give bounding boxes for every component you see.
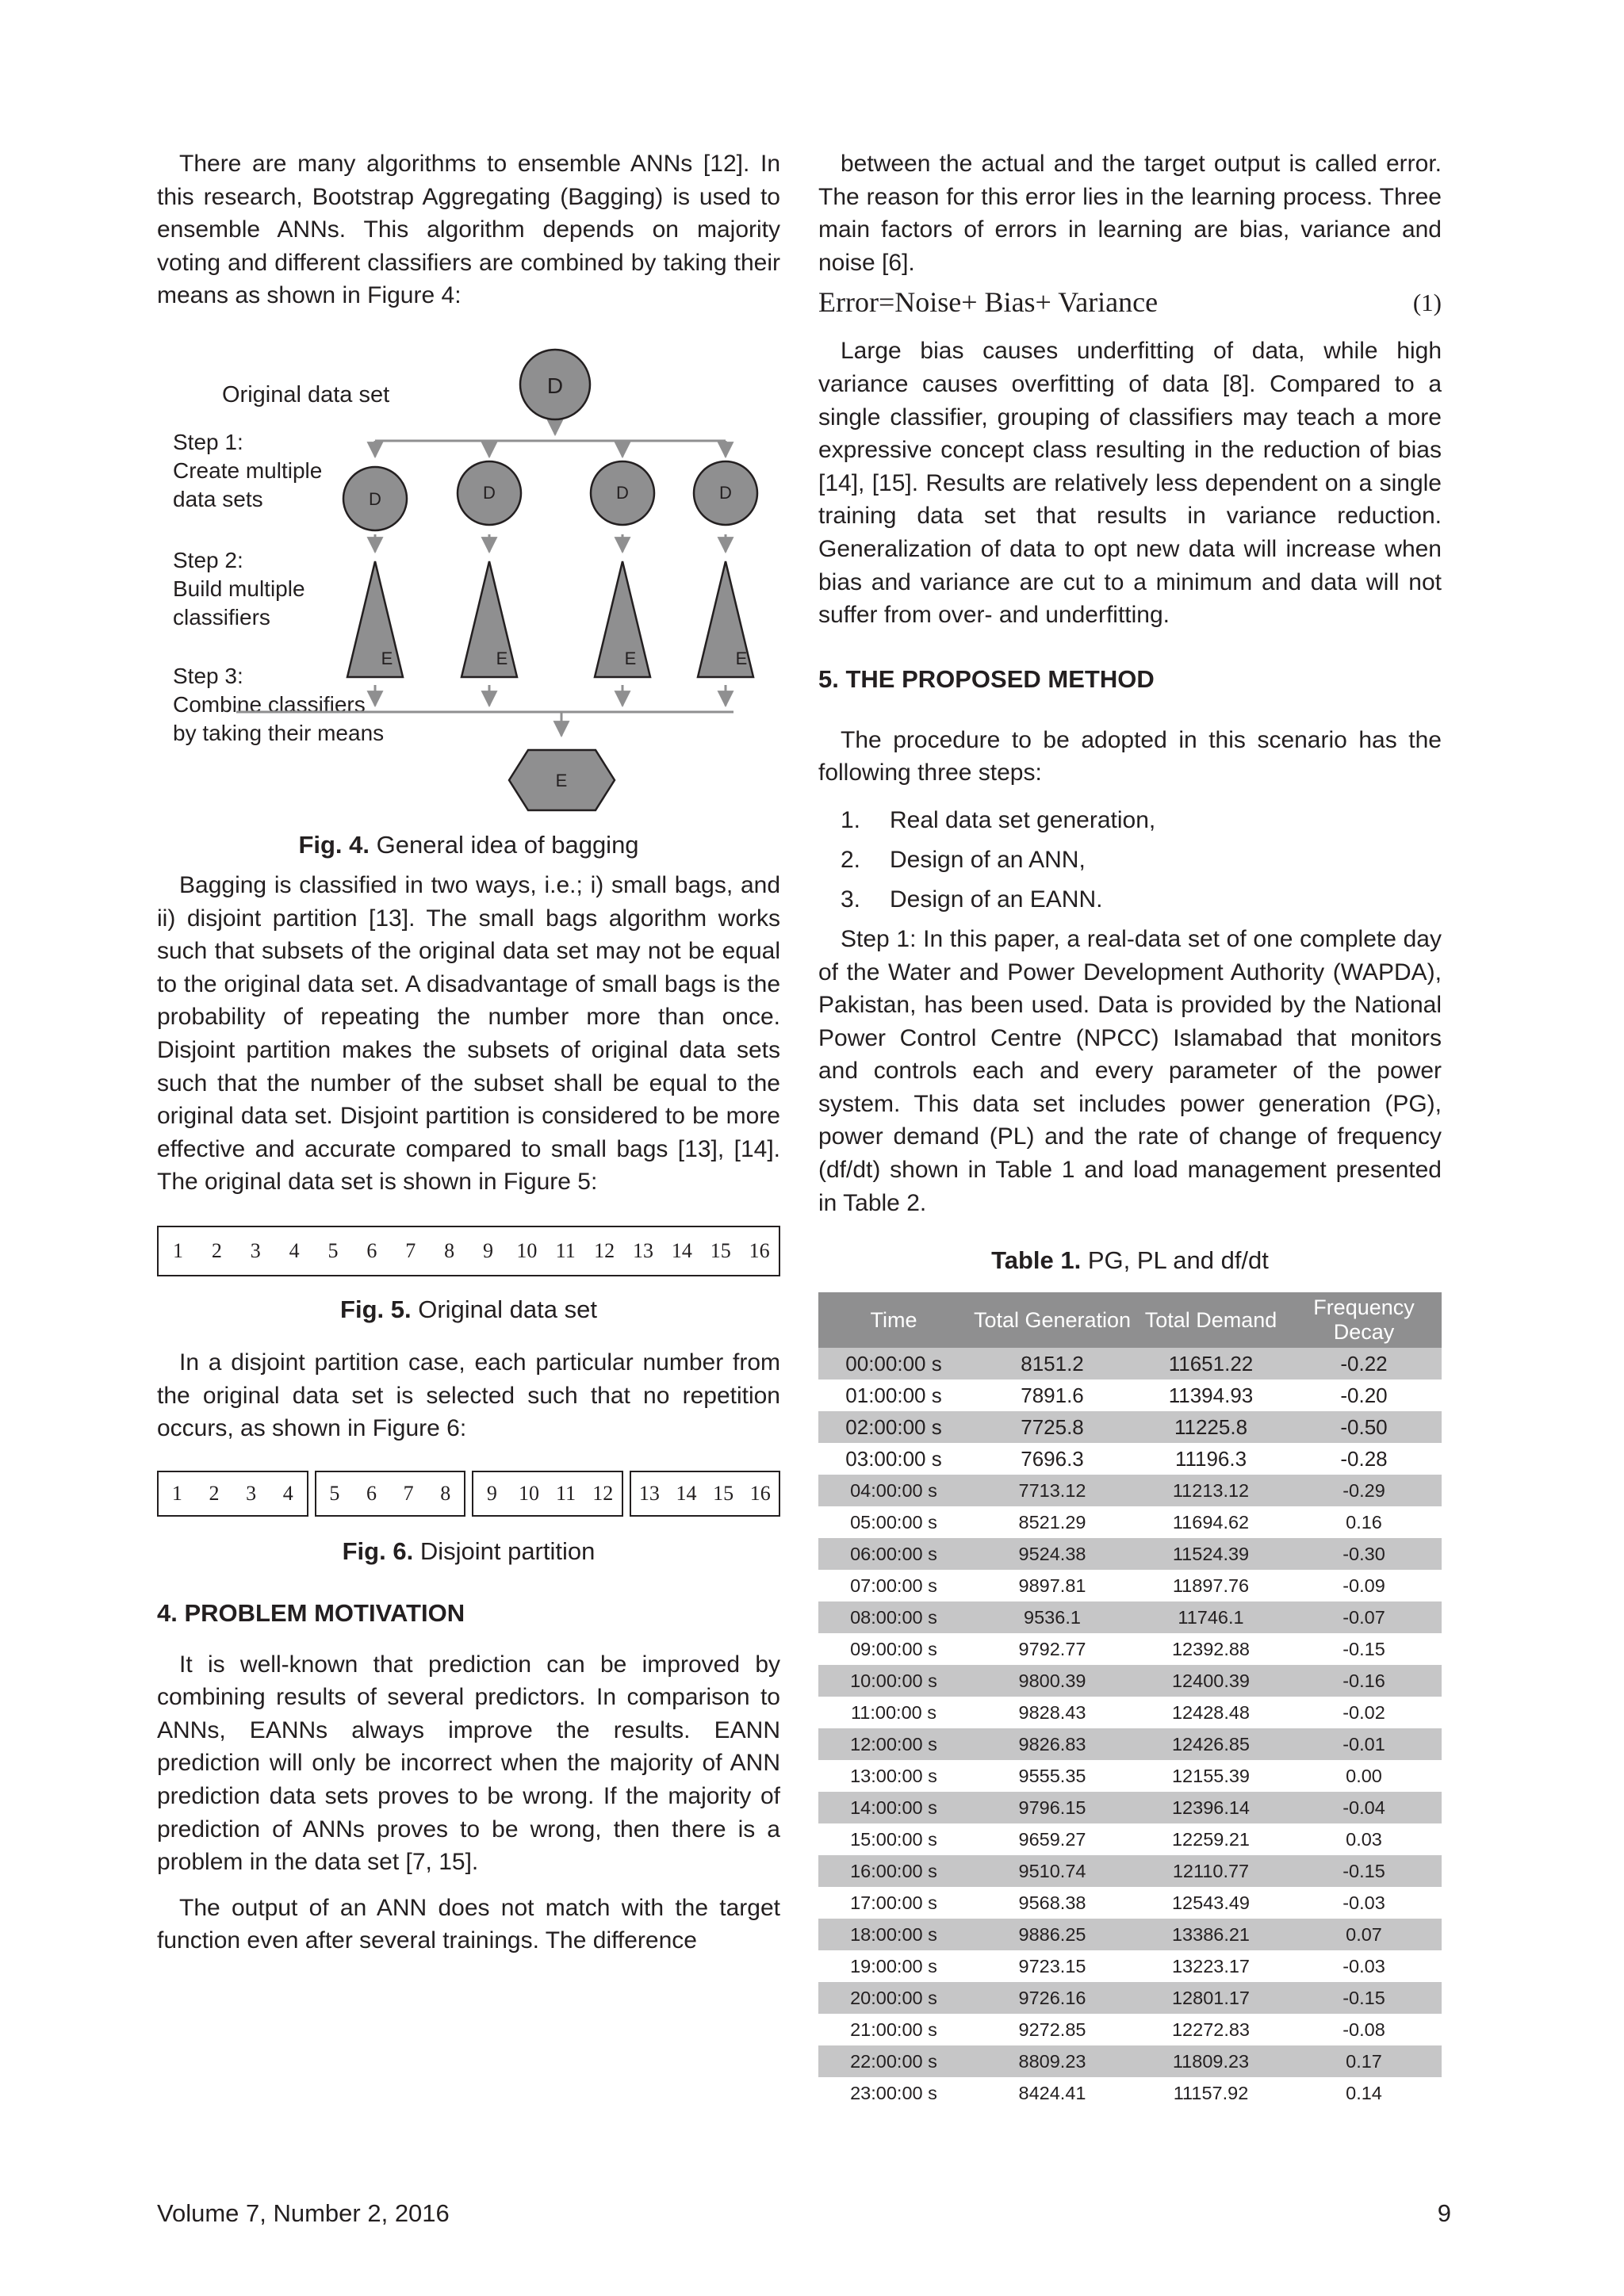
table-cell: 9555.35: [1018, 1766, 1086, 1787]
table-header-row: [818, 1292, 1442, 1348]
sequence-number: 14: [671, 1238, 692, 1262]
step1-label: Step 1: Create multiple data sets: [173, 429, 323, 511]
table-cell: -0.01: [1286, 1728, 1442, 1760]
right-column: [818, 147, 1442, 2109]
fig6-caption: Fig. 6. Disjoint partition: [342, 1536, 596, 1565]
table-cell: 12155.39: [1171, 1766, 1251, 1787]
sequence-number: 11: [555, 1238, 576, 1262]
table-cell: 10:00:00 s: [818, 1665, 969, 1697]
figure-4: [157, 344, 780, 859]
table-cell: 19:00:00 s: [850, 1956, 937, 1977]
table-row: [818, 1443, 1442, 1475]
table-cell: 9524.38: [969, 1538, 1136, 1570]
partition-number: 11: [556, 1481, 576, 1505]
table-row: [818, 1601, 1442, 1633]
table-cell: 0.17: [1286, 2045, 1442, 2077]
table-cell: 9510.74: [969, 1855, 1136, 1887]
table-row: [818, 1760, 1442, 1792]
table-cell: 9886.25: [969, 1919, 1136, 1950]
sequence-number: 5: [327, 1238, 339, 1262]
table-header-cell: Total Demand: [1136, 1292, 1286, 1348]
table-cell: 9726.16: [969, 1982, 1136, 2014]
svg-text:D: D: [483, 482, 496, 503]
table-cell: 12272.83: [1171, 2019, 1251, 2041]
table-cell: 12543.49: [1171, 1892, 1251, 1914]
paragraph-intro: There are many algorithms to ensemble ANNs [12]. In this research, Bootstrap Aggregating (Bagging) is used to ensemble ANNs. This algorithm depends on majority voting and different classifiers are combined by taking their means as shown in Figure 4:: [157, 151, 780, 309]
disjoint-partitions: [157, 1471, 780, 1517]
table-cell: 06:00:00 s: [818, 1538, 969, 1570]
step-item: [818, 804, 1442, 837]
table-cell: 12428.48: [1171, 1702, 1251, 1724]
table-cell: 8809.23: [969, 2045, 1136, 2077]
partition-number: 9: [486, 1481, 497, 1505]
step-text: Design of an ANN,: [890, 846, 1086, 873]
table-cell: -0.15: [1286, 1855, 1442, 1887]
fig5-caption: Fig. 5. Original data set: [340, 1295, 597, 1323]
table-cell: 14:00:00 s: [818, 1792, 969, 1823]
svg-text:D: D: [616, 482, 629, 503]
original-data-set-sequence: [157, 1226, 780, 1276]
sequence-number: 12: [594, 1238, 615, 1262]
section-5-heading: 5. THE PROPOSED METHOD: [818, 664, 1155, 693]
table-cell: 0.16: [1346, 1512, 1382, 1533]
fig4-caption: Fig. 4. General idea of bagging: [298, 830, 639, 859]
paragraph-output: The output of an ANN does not match with the target function even after several trainings. The difference: [157, 1894, 780, 1954]
table-cell: 9536.1: [969, 1601, 1136, 1633]
paragraph-step1: Step 1: In this paper, a real-data set of one complete day of the Water and Power Development Authority (WAPDA), Pakistan, has been used. Data is provided by the National Power Control Centre (NPCC) Islamabad that monitors and controls each and every parameter of the power system. This data set includes power generation (PG), power demand (PL) and the rate of change of frequency (df/dt) shown in Table 1 and load management presented in Table 2.: [818, 925, 1442, 1216]
partition-box: [157, 1471, 308, 1517]
classifier-nodes: [347, 561, 753, 677]
step-item: [818, 883, 1442, 916]
svg-text:D: D: [546, 373, 564, 398]
partition-number: 8: [440, 1481, 451, 1505]
table-cell: 01:00:00 s: [845, 1383, 942, 1408]
table-cell: 8151.2: [969, 1348, 1136, 1380]
table-cell: 11524.39: [1136, 1538, 1286, 1570]
sequence-number: 10: [516, 1238, 538, 1262]
table-cell: 00:00:00 s: [818, 1348, 969, 1380]
paragraph-bias: Large bias causes underfitting of data, while high variance causes overfitting of data [8]. Compared to a single classifier, grouping of classifiers may teach a more expressive concept class resulting in the reduction of bias [14], [15]. Results are relatively less dependent on a single training data set that results in variance reduction. Generalization of data to opt new data will increase when bias and variance are cut to a minimum and data will not suffer from over- and underfitting.: [818, 338, 1442, 629]
svg-text:D: D: [369, 488, 381, 509]
table-cell: 9568.38: [1018, 1892, 1086, 1914]
section-4-heading: 4. PROBLEM MOTIVATION: [157, 1598, 465, 1627]
table-cell: 05:00:00 s: [850, 1512, 937, 1533]
bagging-diagram: [157, 344, 780, 836]
table-cell: 11651.22: [1136, 1348, 1286, 1380]
table-cell: 12426.85: [1136, 1728, 1286, 1760]
table-cell: -0.08: [1342, 2019, 1385, 2041]
equation-1: [818, 282, 1442, 328]
table-cell: -0.50: [1286, 1411, 1442, 1443]
table-row: [818, 1665, 1442, 1697]
table-row: [818, 1348, 1442, 1380]
table-cell: 12396.14: [1136, 1792, 1286, 1823]
step-number: 3.: [841, 886, 861, 913]
partition-number: 3: [246, 1481, 257, 1505]
table-row: [818, 1380, 1442, 1411]
figure-5: [157, 1226, 780, 1326]
table-cell: 16:00:00 s: [818, 1855, 969, 1887]
table-cell: 13386.21: [1136, 1919, 1286, 1950]
partition-number: 7: [403, 1481, 414, 1505]
table-row: [818, 2077, 1442, 2109]
table-cell: -0.30: [1286, 1538, 1442, 1570]
table-cell: 12:00:00 s: [818, 1728, 969, 1760]
partition-box: [630, 1471, 781, 1517]
table-cell: 7725.8: [969, 1411, 1136, 1443]
partition-number: 13: [638, 1481, 660, 1505]
table-cell: 9828.43: [1018, 1702, 1086, 1724]
table-row: [818, 1475, 1442, 1506]
table-row: [818, 1919, 1442, 1950]
table-row: [818, 2045, 1442, 2077]
table-cell: 11809.23: [1136, 2045, 1286, 2077]
paragraph-bagging: Bagging is classified in two ways, i.e.; i) small bags, and ii) disjoint partition [13]. The small bags algorithm works such that subsets of the original data set may not be equal to the original data set. A disadvantage of small bags is the probability of repeating the number more than once. Disjoint partition makes the subsets of original data sets such that the number of the subset shall be equal to the original data set. Disjoint partition is considered to be more effective and accurate compared to small bags [13], [14]. The original data set is shown in Figure 5:: [157, 871, 780, 1196]
table-header-cell: Frequency Decay: [1286, 1292, 1442, 1348]
ensemble-node: [509, 750, 615, 810]
sequence-number: 4: [289, 1238, 300, 1262]
step2-label: Step 2: Build multiple classifiers: [173, 547, 305, 629]
equation-number: (1): [1412, 289, 1442, 317]
sequence-number: 9: [482, 1238, 493, 1262]
table-cell: -0.20: [1340, 1383, 1388, 1408]
table-cell: 7696.3: [1021, 1447, 1084, 1471]
partition-number: 6: [366, 1481, 377, 1505]
table-row: [818, 1633, 1442, 1665]
table-1: [818, 1292, 1442, 2109]
table-cell: 11897.76: [1172, 1575, 1250, 1597]
sequence-number: 3: [250, 1238, 261, 1262]
table-row: [818, 1538, 1442, 1570]
bootstrap-sample-nodes: [343, 461, 757, 530]
footer-volume: Volume 7, Number 2, 2016: [157, 2199, 450, 2227]
table-cell: 11394.93: [1168, 1383, 1254, 1408]
partition-number: 12: [592, 1481, 614, 1505]
table-cell: 7713.12: [969, 1475, 1136, 1506]
table-cell: 11746.1: [1136, 1601, 1286, 1633]
original-data-set-label: Original data set: [222, 381, 390, 408]
table-cell: -0.15: [1342, 1639, 1385, 1660]
svg-text:D: D: [719, 482, 732, 503]
table-cell: 9723.15: [1018, 1956, 1086, 1977]
table-cell: 04:00:00 s: [818, 1475, 969, 1506]
table-cell: 0.00: [1346, 1766, 1382, 1787]
table-row: [818, 1728, 1442, 1760]
table-cell: 07:00:00 s: [850, 1575, 937, 1597]
sequence-number: 2: [211, 1238, 222, 1262]
table-cell: 12400.39: [1136, 1665, 1286, 1697]
paragraph-motivation: It is well-known that prediction can be improved by combining results of several predictors. In comparison to ANNs, EANNs always improve the results. EANN prediction will only be incorrect when the majority of ANN prediction data sets proves to be wrong. If the majority of prediction of ANNs proves to be wrong, then there is a problem in the data set [7, 15].: [157, 1651, 780, 1876]
table-cell: 9796.15: [969, 1792, 1136, 1823]
table-cell: 13:00:00 s: [850, 1766, 937, 1787]
table-cell: -0.03: [1342, 1892, 1385, 1914]
table-cell: 8521.29: [1018, 1512, 1086, 1533]
table-cell: 21:00:00 s: [850, 2019, 937, 2041]
table-cell: 12259.21: [1171, 1829, 1251, 1850]
svg-text:E: E: [624, 648, 637, 668]
step3-label: Step 3: Combine classifiers by taking their means: [173, 663, 385, 745]
partition-number: 10: [518, 1481, 539, 1505]
table-cell: 20:00:00 s: [818, 1982, 969, 2014]
table-cell: 7891.6: [1021, 1383, 1084, 1408]
step-text: Real data set generation,: [890, 806, 1156, 833]
table-header-cell: Time: [818, 1292, 969, 1348]
step-item: [818, 844, 1442, 877]
table-cell: 11157.92: [1173, 2083, 1249, 2104]
table-cell: -0.04: [1286, 1792, 1442, 1823]
table-cell: -0.16: [1286, 1665, 1442, 1697]
table-cell: -0.07: [1286, 1601, 1442, 1633]
partition-number: 16: [749, 1481, 771, 1505]
table-row: [818, 1697, 1442, 1728]
step-number: 2.: [841, 846, 861, 873]
table-cell: 9800.39: [969, 1665, 1136, 1697]
figure-6: [157, 1471, 780, 1567]
table-row: [818, 1411, 1442, 1443]
steps-list: [818, 804, 1442, 916]
table-row: [818, 1792, 1442, 1823]
source-node: [520, 350, 590, 419]
step-text: Design of an EANN.: [890, 886, 1103, 913]
table-cell: 0.14: [1346, 2083, 1382, 2104]
table-cell: 17:00:00 s: [850, 1892, 937, 1914]
table-cell: -0.02: [1342, 1702, 1385, 1724]
table-cell: 11:00:00 s: [850, 1702, 936, 1724]
left-column: [157, 147, 780, 1957]
svg-text:E: E: [735, 648, 748, 668]
table-cell: 8424.41: [1018, 2083, 1086, 2104]
paragraph-error: between the actual and the target output is called error. The reason for this error lies in the learning process. Three main factors of errors in learning are bias, variance and noise [6].: [818, 151, 1442, 276]
partition-number: 1: [171, 1481, 182, 1505]
table-cell: -0.22: [1286, 1348, 1442, 1380]
partition-box: [472, 1471, 623, 1517]
partition-number: 4: [282, 1481, 293, 1505]
table-cell: 9826.83: [969, 1728, 1136, 1760]
svg-text:E: E: [381, 648, 393, 668]
partition-number: 2: [209, 1481, 220, 1505]
table-cell: -0.28: [1340, 1447, 1388, 1471]
sequence-number: 1: [172, 1238, 183, 1262]
table-cell: -0.03: [1342, 1956, 1385, 1977]
partition-number: 5: [329, 1481, 340, 1505]
table-cell: -0.29: [1286, 1475, 1442, 1506]
table-cell: 11225.8: [1136, 1411, 1286, 1443]
step-number: 1.: [841, 806, 861, 833]
svg-text:E: E: [555, 770, 568, 790]
equation-text: Error=Noise+ Bias+ Variance: [818, 286, 1159, 319]
table-row: [818, 1855, 1442, 1887]
sequence-number: 6: [366, 1238, 377, 1262]
table-row: [818, 1950, 1442, 1982]
table-cell: 03:00:00 s: [845, 1447, 942, 1471]
table-cell: 9272.85: [1018, 2019, 1086, 2041]
table-cell: 12392.88: [1171, 1639, 1251, 1660]
table-cell: 23:00:00 s: [850, 2083, 937, 2104]
sequence-number: 15: [710, 1238, 731, 1262]
table-cell: 11196.3: [1174, 1447, 1247, 1471]
table-cell: 13223.17: [1171, 1956, 1251, 1977]
table1-caption: Table 1. PG, PL and df/dt: [991, 1246, 1269, 1275]
table-cell: 12801.17: [1136, 1982, 1286, 2014]
table-cell: 0.07: [1286, 1919, 1442, 1950]
table-row: [818, 1823, 1442, 1855]
sequence-number: 8: [444, 1238, 455, 1262]
partition-number: 15: [713, 1481, 734, 1505]
table-cell: -0.15: [1286, 1982, 1442, 2014]
table-row: [818, 2014, 1442, 2045]
sequence-number: 16: [749, 1238, 770, 1262]
table-cell: 09:00:00 s: [850, 1639, 937, 1660]
table-cell: -0.09: [1342, 1575, 1385, 1597]
table-cell: 08:00:00 s: [818, 1601, 969, 1633]
table-header-cell: Total Generation: [969, 1292, 1136, 1348]
svg-text:E: E: [496, 648, 508, 668]
table-cell: 0.03: [1346, 1829, 1382, 1850]
table-cell: 18:00:00 s: [818, 1919, 969, 1950]
table-cell: 02:00:00 s: [818, 1411, 969, 1443]
table-cell: 15:00:00 s: [850, 1829, 937, 1850]
table-cell: 9659.27: [1018, 1829, 1086, 1850]
sequence-number: 13: [632, 1238, 653, 1262]
table-cell: 12110.77: [1136, 1855, 1286, 1887]
paragraph-procedure: The procedure to be adopted in this scenario has the following three steps:: [818, 726, 1442, 786]
table-cell: 11694.62: [1172, 1512, 1250, 1533]
sequence-number: 7: [405, 1238, 416, 1262]
partition-box: [315, 1471, 466, 1517]
table-cell: 11213.12: [1136, 1475, 1286, 1506]
footer-page-number: 9: [1437, 2199, 1451, 2227]
table-cell: 22:00:00 s: [818, 2045, 969, 2077]
table-row: [818, 1570, 1442, 1601]
partition-number: 14: [676, 1481, 697, 1505]
table-row: [818, 1506, 1442, 1538]
table-row: [818, 1887, 1442, 1919]
table-cell: 9792.77: [1018, 1639, 1086, 1660]
paragraph-disjoint: In a disjoint partition case, each particular number from the original data set is selected such that no repetition occurs, as shown in Figure 6:: [157, 1349, 780, 1442]
table-row: [818, 1982, 1442, 2014]
table-cell: 9897.81: [1018, 1575, 1086, 1597]
